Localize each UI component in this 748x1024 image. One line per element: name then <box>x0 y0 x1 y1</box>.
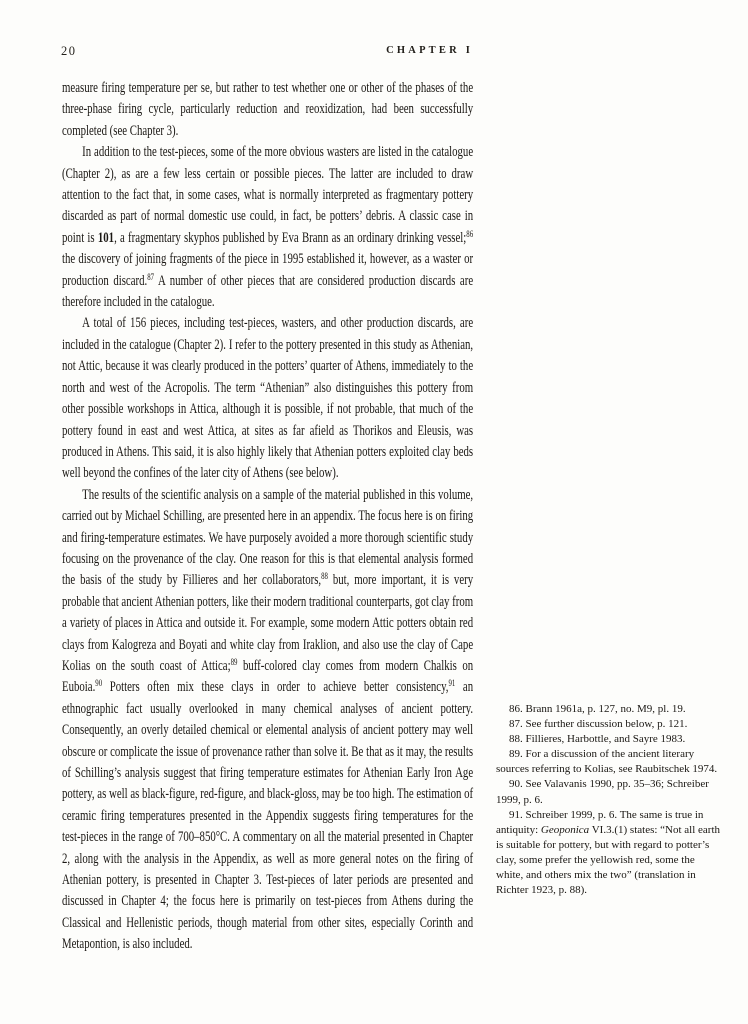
footnote <box>496 717 724 732</box>
paragraph <box>62 485 473 956</box>
footnote-ref: 86 <box>466 229 474 240</box>
text-run: 89. For a discussion of the ancient literary sources referring to Kolias, see Raubitschek 1974. <box>496 748 718 776</box>
text-run: , a fragmentary skyphos published by Eva Brann as an ordinary drinking vessel; <box>114 229 467 246</box>
text-run: 88. Fillieres, Harbottle, and Sayre 1983. <box>509 733 686 746</box>
text-run: Geoponica <box>540 823 590 836</box>
text-run: buff-colored clay comes from modern Chalkis on Euboia. <box>62 657 474 696</box>
text-run: A number of other pieces that are considered production discards are therefore included in the catalogue. <box>62 272 474 311</box>
paragraph <box>62 78 473 142</box>
footnote <box>496 747 724 777</box>
footnote <box>496 808 724 899</box>
text-run: an ethnographic fact usually overlooked in many chemical analyses of ancient pottery. Consequently, an overly detailed chemical or elemental analysis of ancient pottery may well obscure or complicate the issue of provenance rather than solve it. Be that as it may, the results of Schilling’s analysis suggest that firing temperature estimates for Athenian Early Iron Age pottery, as well as black-figure, red-figure, and black-gloss, may be too high. The estimation of ceramic firing temperatures presented in the Appendix suggests firing temperatures for the test-pieces in the range of 700–850°C. A commentary on all the material presented in Chapter 2, along with the analysis in the Appendix, as well as more general notes on the firing of Athenian pottery, is presented in Chapter 3. Test-pieces of later periods are presented and discussed in Chapter 4; the focus here is primarily on test-pieces from Athens during the Classical and Hellenistic periods, though material from other sites, especially Corinth and Metapontion, is also included. <box>62 679 474 953</box>
footnote <box>496 702 724 717</box>
text-run: 90. See Valavanis 1990, pp. 35–36; Schreiber 1999, p. 6. <box>496 778 709 806</box>
body-text-column <box>62 78 473 956</box>
footnote-ref: 88 <box>321 572 328 583</box>
text-run: measure firing temperature per se, but rather to test whether one or other of the phases of the three-phase firing cycle, particularly reduction and reoxidization, had been successfully completed (see Chapter 3). <box>62 80 474 139</box>
text-run: VI.3.(1) states: “Not all earth is suitable for pottery, but with regard to potter’s clay, some prefer the yellowish red, some the white, and others mix the two” (translation in Richter 1923, p. 88). <box>496 823 721 897</box>
footnote <box>496 732 724 747</box>
text-run: The results of the scientific analysis on a sample of the material published in this volume, carried out by Michael Schilling, are presented here in an appendix. The focus here is on firing and firing-temperature estimates. We have purposely avoided a more thorough scientific study focusing on the provenance of the clay. One reason for this is that elemental analysis formed the basis of the study by Fillieres and her collaborators, <box>62 486 474 589</box>
text-run: 86. Brann 1961a, p. 127, no. M9, pl. 19. <box>509 703 686 715</box>
footnote-ref: 90 <box>95 679 103 690</box>
footnote-ref: 91 <box>448 679 456 690</box>
footnote-ref: 87 <box>147 272 155 283</box>
text-run: the discovery of joining fragments of the piece in 1995 established it, however, as a waster or production discard. <box>62 251 474 289</box>
page-number: 20 <box>61 44 77 58</box>
text-run: 101 <box>97 229 115 246</box>
footnote <box>496 777 724 807</box>
text-run: In addition to the test-pieces, some of the more obvious wasters are listed in the catalogue (Chapter 2), as are a few less certain or possible pieces. The latter are included to draw attention to the fact that, in some cases, what is normally interpreted as fragmentary pottery discarded as part of normal domestic use could, in fact, be potters’ debris. A classic case in point is <box>62 144 474 246</box>
text-run: but, more important, it is very probable that ancient Athenian potters, like their modern traditional counterparts, got clay from a variety of places in Attica and outside it. For example, some modern Attic potters obtain red clays from Kalogreza and Boyati and white clay from Iraklion, and also use the clay of Cape Kolias on the south coast of Attica; <box>62 572 474 674</box>
paragraph <box>62 313 473 484</box>
text-run: A total of 156 pieces, including test-pieces, wasters, and other production discards, are included in the catalogue (Chapter 2). I refer to the pottery presented in this study as Athenian, not Attic, because it was clearly produced in the potters’ quarter of Athens, immediately to the north and west of the Acropolis. The term “Athenian” also distinguishes this pottery from other possible workshops in Attica, although it is possible, if not probable, that much of the pottery found in east and west Attica, at sites as far afield as Thorikos and Eleusis, was produced in Athens. This said, it is also highly likely that Athenian potters exploited clay beds well beyond the confines of the later city of Athens (see below). <box>62 315 474 482</box>
footnote-ref: 89 <box>230 657 238 668</box>
footnotes-column <box>496 702 724 898</box>
text-run: 87. See further discussion below, p. 121. <box>509 718 688 731</box>
text-run: Potters often mix these clays in order to achieve better consistency, <box>102 679 449 696</box>
running-head: CHAPTER I <box>386 45 473 56</box>
paragraph <box>62 142 473 313</box>
text-run: 91. Schreiber 1999, p. 6. The same is true in antiquity: <box>496 808 704 836</box>
